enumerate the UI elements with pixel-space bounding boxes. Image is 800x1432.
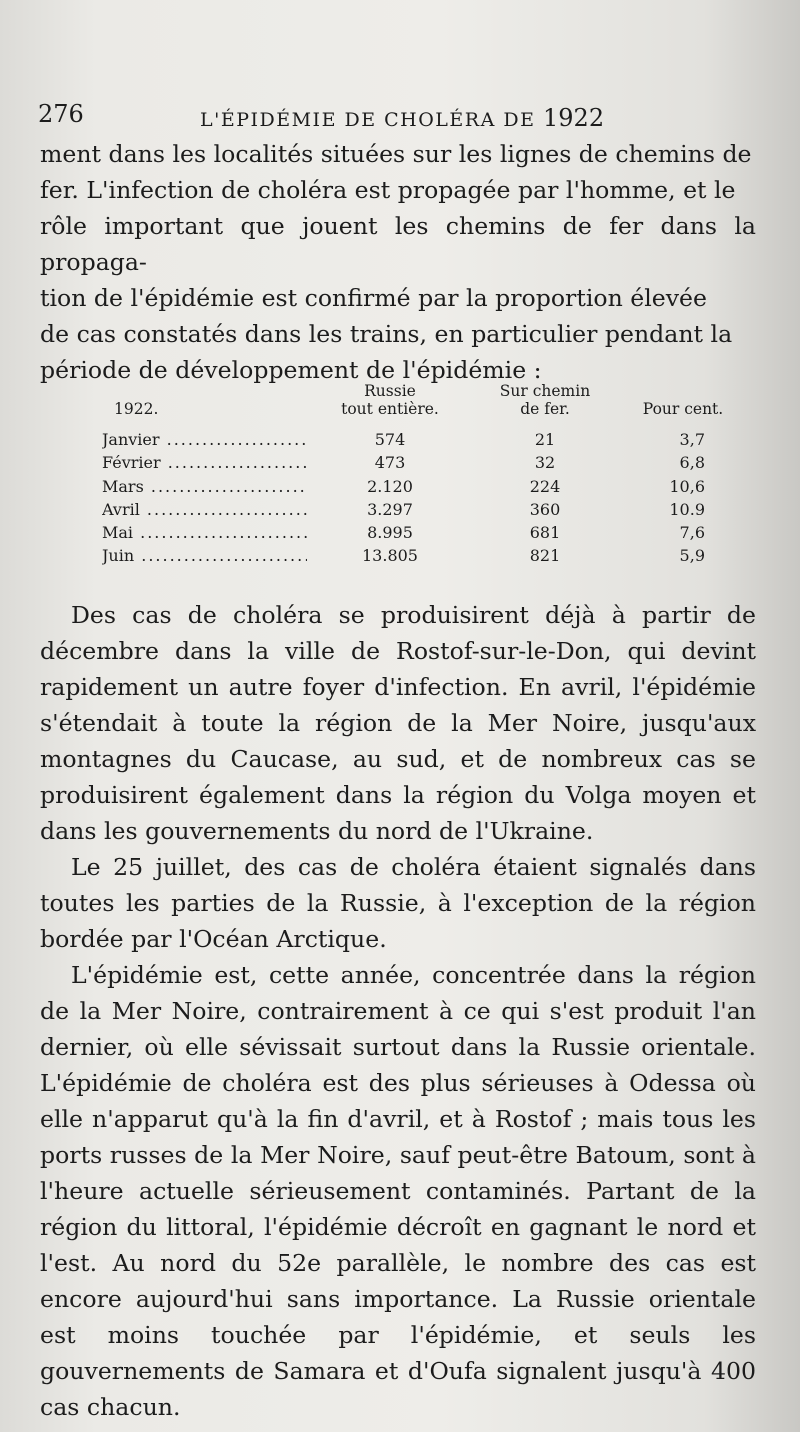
- cell-russie: 574: [374, 430, 406, 449]
- intro-line: période de développement de l'épidémie :: [40, 356, 542, 384]
- intro-paragraph: [40, 136, 756, 388]
- header-chemin: [490, 382, 600, 418]
- body-text: [40, 597, 756, 1425]
- cholera-statistics-table: [100, 380, 740, 568]
- cell-chemin: 21: [534, 430, 556, 449]
- cell-russie: 13.805: [362, 546, 418, 566]
- intro-line: de cas constatés dans les trains, en particulier pendant la: [40, 320, 733, 348]
- paragraph-mer-noire: L'épidémie est, cette année, concentrée dans la région de la Mer Noire, contrairement à ce qui s'est produit l'an dernier, où elle sévissait surtout dans la Russie orientale. L'épidémie de choléra est des plus sérieuses à Odessa où elle n'apparut qu'à la fin d'avril, et à Rostof ; mais tous les ports russes de la Mer Noire, sauf peut-être Batoum, sont à l'heure actuelle sérieusement contaminés. Partant de la région du littoral, l'épidémie décroît en gagnant le nord et l'est. Au nord du 52e parallèle, le nombre des cas est encore aujourd'hui sans importance. La Russie orientale est moins touchée par l'épidémie, et seuls les gouvernements de Samara et d'Oufa signalent jusqu'à 400 cas chacun.: [40, 961, 756, 1421]
- cell-month: Février .....: [102, 451, 307, 474]
- cell-russie: 473: [374, 453, 406, 473]
- running-title-text: L'ÉPIDÉMIE DE CHOLÉRA DE: [200, 109, 536, 131]
- table-row: [100, 475, 740, 498]
- table-header: [100, 380, 740, 428]
- intro-text: [40, 136, 756, 388]
- header-chemin-line1: Sur chemin: [499, 382, 591, 400]
- cell-pct: 7,6: [679, 523, 705, 543]
- running-title: [200, 104, 604, 132]
- intro-line: rôle important que jouent les chemins de fer dans la propaga-: [40, 212, 756, 276]
- running-title-year: 1922: [543, 104, 605, 132]
- header-year: 1922.: [114, 400, 159, 418]
- paragraph-juillet: Le 25 juillet, des cas de choléra étaient signalés dans toutes les parties de la Russie, à l'exception de la région bordée par l'Océan Arctique.: [40, 853, 756, 953]
- header-chemin-line2: de fer.: [520, 400, 570, 418]
- page-number: 276: [38, 100, 84, 128]
- intro-line: tion de l'épidémie est confirmé par la proportion élevée: [40, 284, 707, 312]
- cell-pct: 5,9: [679, 546, 705, 566]
- cell-pct: 3,7: [679, 430, 705, 449]
- header-pct: Pour cent.: [642, 400, 724, 418]
- table-row: [100, 498, 740, 521]
- cell-chemin: 224: [529, 476, 561, 496]
- table-row: [100, 451, 740, 474]
- header-russie-line1: Russie: [364, 382, 416, 400]
- table-row: [100, 428, 740, 451]
- cell-russie: 3.297: [367, 499, 413, 519]
- cell-chemin: 32: [534, 453, 556, 473]
- header-russie-line2: tout entière.: [341, 400, 439, 418]
- cell-month: Juin .....: [102, 544, 307, 567]
- cell-chemin: 821: [529, 546, 561, 566]
- cell-pct: 6,8: [679, 453, 705, 473]
- cell-chemin: 360: [529, 499, 561, 519]
- cell-russie: 2.120: [367, 476, 413, 496]
- cell-russie: 8.995: [367, 523, 413, 543]
- cell-month: Avril .....: [102, 498, 307, 521]
- intro-line: ment dans les localités situées sur les lignes de chemins de: [40, 140, 752, 168]
- cell-pct: 10,6: [669, 476, 705, 496]
- cell-pct: 10.9: [669, 499, 705, 519]
- cell-month: Mai .....: [102, 521, 307, 544]
- paragraph-rostof: Des cas de choléra se produisirent déjà à partir de décembre dans la ville de Rostof-sur-le-Don, qui devint rapidement un autre foyer d'infection. En avril, l'épidémie s'étendait à toute la région de la Mer Noire, jusqu'aux montagnes du Caucase, au sud, et de nombreux cas se produisirent également dans la région du Volga moyen et dans les gouvernements du nord de l'Ukraine.: [40, 601, 756, 845]
- intro-line: fer. L'infection de choléra est propagée par l'homme, et le: [40, 176, 736, 204]
- table-row: [100, 521, 740, 544]
- cell-month: Mars .....: [102, 475, 307, 498]
- cell-chemin: 681: [529, 523, 561, 543]
- cell-month: Janvier .....: [102, 428, 307, 451]
- table-row: [100, 544, 740, 567]
- page-header: [38, 100, 758, 140]
- header-russie: [330, 382, 450, 418]
